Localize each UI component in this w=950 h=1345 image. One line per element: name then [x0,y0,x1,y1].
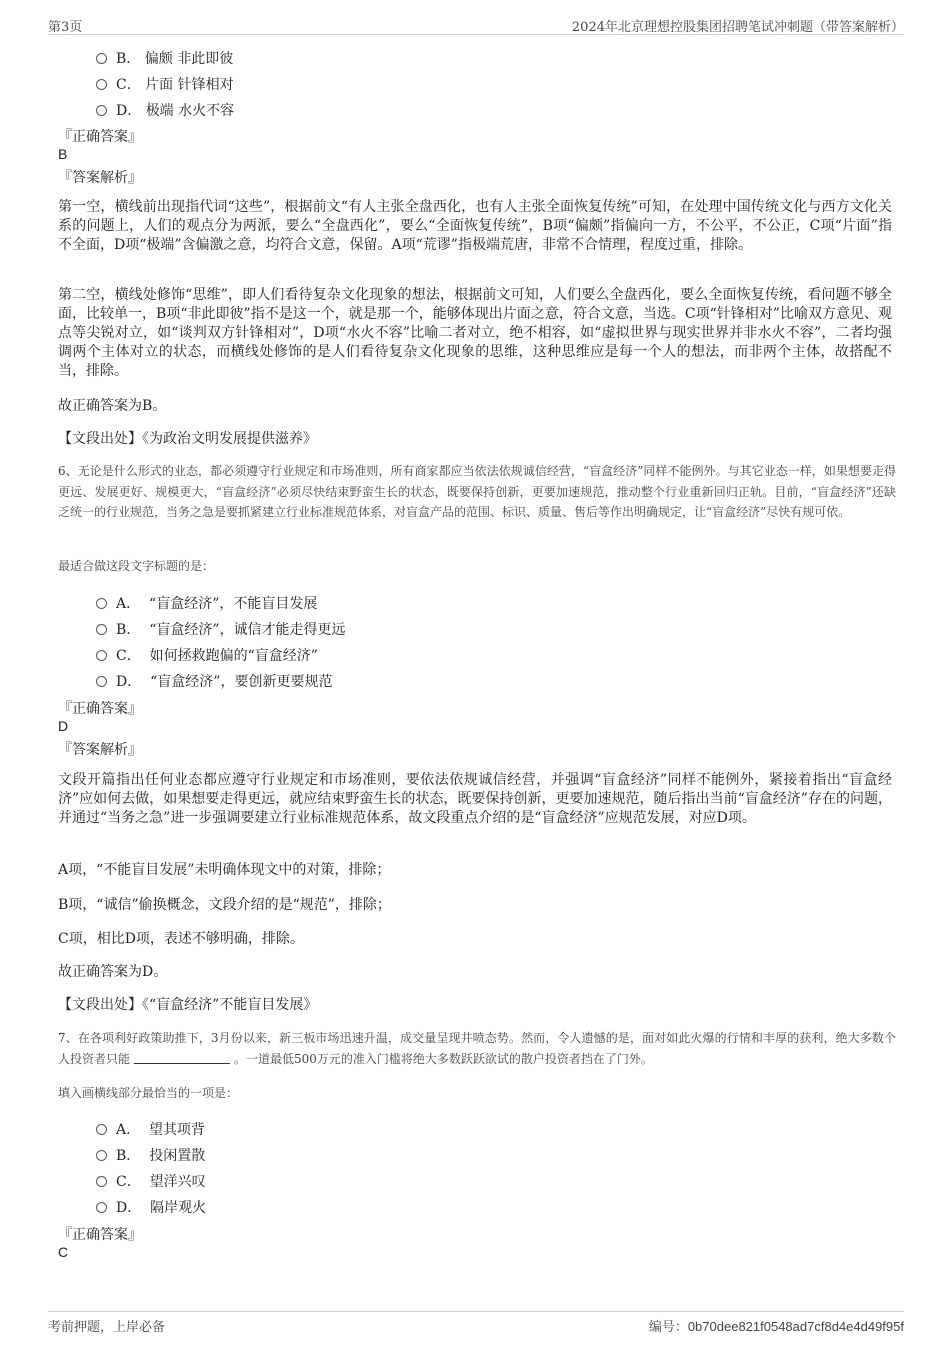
q7-option-b[interactable]: B． 投闲置散 [96,1145,205,1165]
q5-conclusion: 故正确答案为B。 [58,398,167,414]
fill-in-blank [134,1051,230,1064]
radio-button-icon[interactable] [96,624,107,635]
page-number: 第3页 [48,20,83,35]
document-title: 2024年北京理想控股集团招聘笔试冲刺题（带答案解析） [571,20,904,35]
q5-source: 【文段出处】《为政治文明发展提供滋养》 [58,431,317,447]
radio-button-icon[interactable] [96,1124,107,1135]
q5-option-b[interactable]: B． 偏颇 非此即彼 [96,48,233,68]
radio-button-icon[interactable] [96,1176,107,1187]
q7-answer: C [58,1244,69,1260]
q6-analysis-option-a: A项，“不能盲目发展”未明确体现文中的对策，排除； [58,862,391,878]
radio-button-icon[interactable] [96,598,107,609]
q5-answer-label: 『正确答案』 [58,129,142,145]
radio-button-icon[interactable] [96,1202,107,1213]
radio-button-icon[interactable] [96,1150,107,1161]
q6-analysis-option-b: B项，“诚信”偷换概念，文段介绍的是“规范”，排除； [58,897,391,913]
q5-option-d[interactable]: D． 极端 水火不容 [96,100,234,120]
q6-conclusion: 故正确答案为D。 [58,964,168,980]
q7-answer-label: 『正确答案』 [58,1227,142,1243]
q7-prompt: 填入画横线部分最恰当的一项是： [58,1086,239,1100]
q6-option-d[interactable]: D． “盲盒经济”，要创新更要规范 [96,671,332,691]
radio-button-icon[interactable] [96,650,107,661]
q6-answer: D [58,718,69,734]
q6-option-c[interactable]: C． 如何拯救跑偏的“盲盒经济” [96,645,318,665]
q6-analysis-paragraph: 文段开篇指出任何业态都应遵守行业规定和市场准则，要依法依规诚信经营，并强调“盲盒经济”同样不能例外，紧接着指出“盲盒经济”应如何去做，如果想要走得更远，就应结束野蛮生长的状态，既要保持创新，更要加速规范，随后指出当前“盲盒经济”存在的问题，并通过“当务之急”进一步强调要建立行业标准规范体系，故文段重点介绍的是“盲盒经济”应规范发展，对应D项。 [58,772,892,826]
q6-analysis-label: 『答案解析』 [58,742,142,758]
radio-button-icon[interactable] [96,53,107,64]
q6-option-b[interactable]: B． “盲盒经济”，诚信才能走得更远 [96,619,346,639]
q7-question-text: 7、在各项利好政策助推下，3月份以来，新三板市场迅速升温，成交量呈现井喷态势。然而，令人遗憾的是，面对如此火爆的行情和丰厚的获利，绝大多数个人投资者只能 。一道最低500万元的准入门槛将绝大多数跃跃欲试的散户投资者挡在了门外。 [58,1031,896,1066]
q7-option-d[interactable]: D． 隔岸观火 [96,1197,206,1217]
radio-button-icon[interactable] [96,79,107,90]
q6-prompt: 最适合做这段文字标题的是： [58,559,215,573]
page-header [48,14,904,35]
q6-answer-label: 『正确答案』 [58,701,142,717]
q7-option-c[interactable]: C． 望洋兴叹 [96,1171,206,1191]
q6-analysis-option-c: C项，相比D项，表述不够明确，排除。 [58,931,304,947]
document-code: 编号：0b70dee821f0548ad7cf8d4e4d49f95f [648,1319,904,1335]
q6-option-a[interactable]: A． “盲盒经济”，不能盲目发展 [96,593,317,613]
q5-analysis-label: 『答案解析』 [58,170,142,186]
q5-option-c[interactable]: C． 片面 针锋相对 [96,74,234,94]
q5-analysis-paragraph-2: 第二空，横线处修饰“思维”，即人们看待复杂文化现象的想法，根据前文可知，人们要么全盘西化，要么全面恢复传统，看问题不够全面，比较单一，B项“非此即彼”指不是这一个，就是那一个，能够体现出片面之意，符合文意，当选。C项“针锋相对”比喻双方意见、观点等尖锐对立，如“谈判双方针锋相对”，D项“水火不容”比喻二者对立，绝不相容，如“虚拟世界与现实世界并非水火不容”，二者均强调两个主体对立的状态，而横线处修饰的是人们看待复杂文化现象的思维，这种思维应是每一个人的想法，而非两个主体，故搭配不当，排除。 [58,287,892,379]
q5-answer: B [58,146,68,162]
radio-button-icon[interactable] [96,676,107,687]
q5-analysis-paragraph-1: 第一空，横线前出现指代词“这些”，根据前文“有人主张全盘西化，也有人主张全面恢复传统”可知，在处理中国传统文化与西方文化关系的问题上，人们的观点分为两派，要么“全盘西化”，要么“全面恢复传统”，B项“偏颇”指偏向一方，不公平，不公正，C项“片面”指不全面，D项“极端”含偏激之意，均符合文意，保留。A项“荒谬”指极端荒唐，非常不合情理，程度过重，排除。 [58,199,892,253]
page-footer [48,1311,904,1336]
q6-question-text: 6、无论是什么形式的业态，都必须遵守行业规定和市场准则，所有商家都应当依法依规诚信经营，“盲盒经济”同样不能例外。与其它业态一样，如果想要走得更远、发展更好、规模更大，“盲盒经济”必须尽快结束野蛮生长的状态，既要保持创新，更要加速规范，推动整个行业重新回归正轨。目前，“盲盒经济”还缺乏统一的行业规范，当务之急是要抓紧建立行业标准规范体系，对盲盒产品的范围、标识、质量、售后等作出明确规定，让“盲盒经济”尽快有规可依。 [58,464,896,519]
q6-source: 【文段出处】《“盲盒经济”不能盲目发展》 [58,997,318,1013]
q7-option-a[interactable]: A． 望其项背 [96,1119,205,1139]
footer-slogan: 考前押题，上岸必备 [48,1320,166,1335]
radio-button-icon[interactable] [96,105,107,116]
